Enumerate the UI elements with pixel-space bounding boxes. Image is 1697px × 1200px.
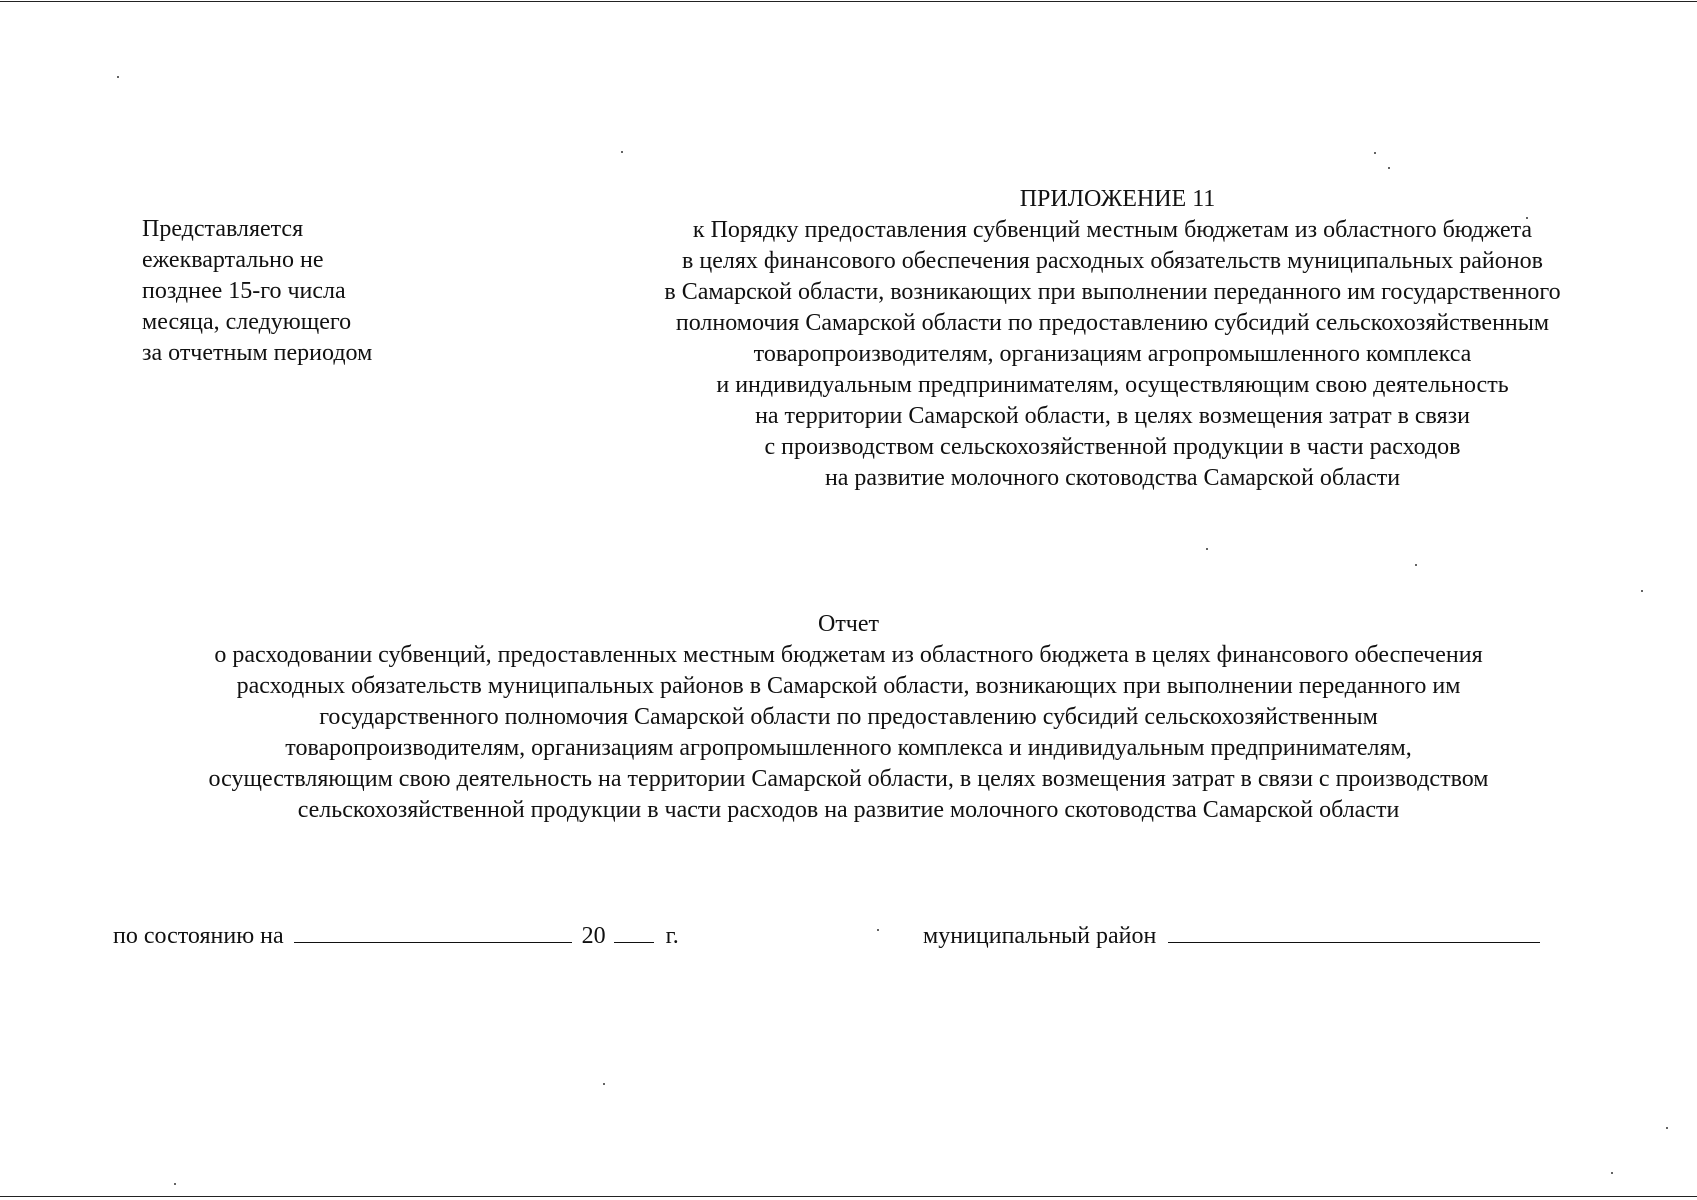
scan-speck: [174, 1183, 176, 1185]
scan-speck: [1641, 590, 1643, 592]
as-of-date-field: [113, 920, 679, 952]
appendix-line: с производством сельскохозяйственной продукции в части расходов: [764, 434, 1461, 460]
scan-speck: [1388, 167, 1390, 169]
appendix-title: ПРИЛОЖЕНИЕ 11: [1019, 186, 1216, 212]
year-suffix: г.: [665, 923, 679, 949]
appendix-line: на развитие молочного скотоводства Самарской области: [824, 465, 1401, 491]
appendix-line: полномочия Самарской области по предоставлению субсидий сельскохозяйственным: [675, 310, 1550, 336]
appendix-line: в целях финансового обеспечения расходных обязательств муниципальных районов: [682, 248, 1543, 274]
scan-speck: [1666, 1127, 1668, 1129]
report-line: сельскохозяйственной продукции в части расходов на развитие молочного скотоводства Самарской области: [297, 797, 1400, 823]
report-line: осуществляющим свою деятельность на территории Самарской области, в целях возмещения затрат в связи с производством: [208, 766, 1489, 792]
year-prefix: 20: [581, 923, 606, 949]
submission-note: [142, 214, 432, 369]
scan-speck: [877, 929, 879, 931]
scan-speck: [117, 76, 119, 78]
district-field: [923, 920, 1540, 952]
scan-speck: [1374, 152, 1376, 154]
submission-note-line: Представляется: [142, 216, 304, 242]
report-line: расходных обязательств муниципальных районов в Самарской области, возникающих при выполнении переданного им: [236, 673, 1461, 699]
scan-speck: [621, 151, 623, 153]
district-label: муниципальный район: [923, 923, 1157, 949]
submission-note-line: позднее 15-го числа: [142, 278, 346, 304]
report-line: о расходовании субвенций, предоставленных местным бюджетам из областного бюджета в целях финансового обеспечения: [214, 642, 1483, 668]
appendix-line: товаропроизводителям, организациям агропромышленного комплекса: [753, 341, 1472, 367]
appendix-line: к Порядку предоставления субвенций местным бюджетам из областного бюджета: [692, 217, 1533, 243]
as-of-label: по состоянию на: [113, 923, 284, 949]
district-blank[interactable]: [1168, 920, 1540, 943]
report-line: товаропроизводителям, организациям агропромышленного комплекса и индивидуальным предпринимателям,: [285, 735, 1412, 761]
date-blank[interactable]: [294, 920, 572, 943]
report-line: государственного полномочия Самарской области по предоставлению субсидий сельскохозяйственным: [319, 704, 1378, 730]
submission-note-line: ежеквартально не: [142, 247, 324, 273]
scan-speck: [603, 1083, 605, 1085]
report-title: Отчет: [817, 611, 880, 637]
scan-speck: [1415, 564, 1417, 566]
appendix-line: в Самарской области, возникающих при выполнении переданного им государственного: [664, 279, 1561, 305]
appendix-header: [575, 184, 1650, 494]
appendix-line: на территории Самарской области, в целях возмещения затрат в связи: [755, 403, 1470, 429]
scan-speck: [1206, 548, 1208, 550]
submission-note-line: месяца, следующего: [142, 309, 352, 335]
scan-edge-bottom: [0, 1196, 1697, 1197]
scan-edge-top: [0, 1, 1697, 2]
scan-speck: [1611, 1172, 1613, 1174]
appendix-line: и индивидуальным предпринимателям, осуществляющим свою деятельность: [716, 372, 1509, 398]
report-heading: [100, 609, 1597, 826]
year-blank[interactable]: [614, 920, 654, 943]
submission-note-line: за отчетным периодом: [142, 340, 373, 366]
